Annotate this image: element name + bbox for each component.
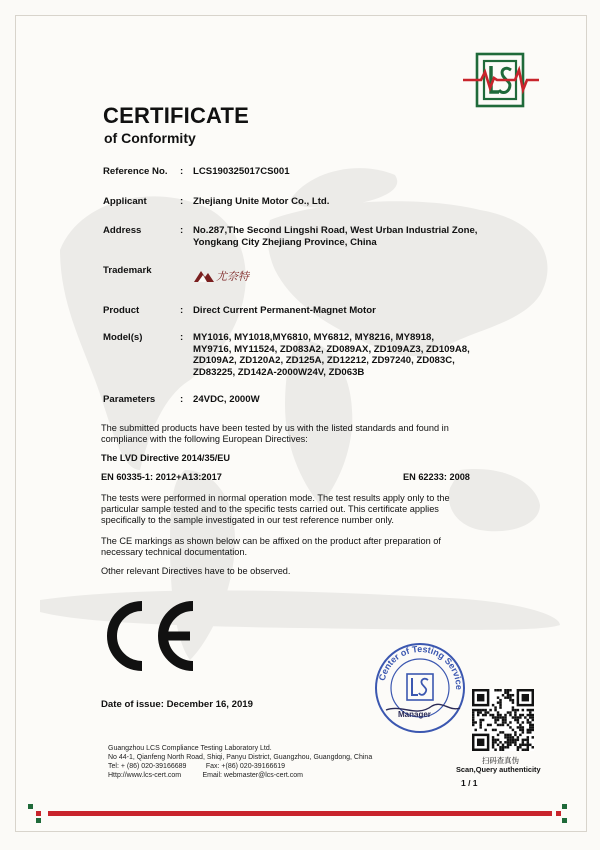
standard-en60335: EN 60335-1: 2012+A13:2017 — [101, 472, 222, 482]
other-directives-note: Other relevant Directives have to be observed. — [101, 566, 291, 576]
ce-mark-icon — [98, 600, 200, 672]
bottom-red-stripe — [48, 811, 552, 816]
ce-marking-line-2: necessary technical documentation. — [101, 547, 248, 557]
corner-square-red — [556, 811, 561, 816]
applicant-label: Applicant — [103, 196, 147, 207]
parameters-value: 24VDC, 2000W — [193, 394, 260, 405]
lvd-directive: The LVD Directive 2014/35/EU — [101, 453, 231, 463]
product-value: Direct Current Permanent-Magnet Motor — [193, 305, 376, 316]
reference-label: Reference No. — [103, 166, 168, 177]
normal-operation-line-1: The tests were performed in normal operation mode. The test results apply only to the — [101, 493, 450, 503]
qr-caption-cn: 扫码查真伪 — [482, 756, 519, 765]
corner-square-green — [562, 804, 567, 809]
normal-operation-line-2: particular sample tested and to the specific tests carried out. This certificate applies — [101, 504, 439, 514]
stamp-manager-label: Manager — [398, 710, 431, 719]
qr-code[interactable] — [472, 689, 534, 751]
tested-statement-line-2: compliance with the following European Directives: — [101, 434, 308, 444]
corner-square-green — [562, 818, 567, 823]
corner-square-green — [28, 804, 33, 809]
applicant-colon: : — [180, 196, 184, 207]
trademark-logo — [193, 268, 273, 284]
footer-lab-name: Guangzhou LCS Compliance Testing Laboratory Ltd. — [108, 745, 272, 752]
stamp-ring-text: Center of Testing Service — [376, 643, 465, 690]
address-line-1: No.287,The Second Lingshi Road, West Urban Industrial Zone, — [193, 225, 478, 236]
parameters-label: Parameters — [103, 394, 156, 405]
standard-en62233: EN 62233: 2008 — [403, 472, 470, 482]
page-number: 1 / 1 — [461, 778, 478, 788]
trademark-label: Trademark — [103, 265, 152, 276]
footer-phone-fax: Tel: + (86) 020-39166689 Fax: +(86) 020-39166619 — [108, 763, 286, 770]
trademark-mountain-icon — [193, 268, 215, 283]
qr-caption-en: Scan,Query authenticity — [456, 765, 541, 774]
reference-colon: : — [180, 166, 184, 177]
models-line-2: MY9716, MY11524, ZD083A2, ZD089AX, ZD109AZ3, ZD109A8, — [193, 343, 470, 355]
product-label: Product — [103, 305, 140, 316]
ce-marking-line-1: The CE markings as shown below can be affixed on the product after preparation of — [101, 536, 441, 546]
reference-value: LCS190325017CS001 — [193, 166, 290, 177]
footer-address: No 44-1, Qianfeng North Road, Shiqi, Panyu District, Guangzhou, Guangdong, China — [108, 754, 373, 761]
certificate-title: CERTIFICATE — [103, 103, 250, 128]
applicant-value: Zhejiang Unite Motor Co., Ltd. — [193, 196, 330, 207]
testing-service-stamp — [372, 640, 468, 736]
corner-square-red — [36, 811, 41, 816]
models-line-4: ZD83225, ZD142A-2000W24V, ZD063B — [193, 366, 365, 378]
footer-web-email: Http://www.lcs-cert.com Email: webmaster@lcs-cert.com — [108, 772, 303, 779]
models-label: Model(s) — [103, 332, 143, 343]
trademark-text: 尤奈特 — [216, 270, 249, 283]
parameters-colon: : — [180, 394, 184, 405]
models-line-3: ZD109A2, ZD120A2, ZD125A, ZD12212, ZD97240, ZD083C, — [193, 355, 455, 366]
address-line-2: Yongkang City Zhejiang Province, China — [193, 237, 377, 248]
lcs-logo-icon — [463, 50, 539, 110]
product-colon: : — [180, 305, 184, 316]
normal-operation-line-3: specifically to the sample investigated in our test reference number only. — [101, 515, 394, 525]
models-line-1: MY1016, MY1018,MY6810, MY6812, MY8216, MY8918, — [193, 332, 435, 343]
models-colon: : — [180, 332, 184, 343]
certificate-subtitle: of Conformity — [104, 130, 196, 146]
tested-statement-line-1: The submitted products have been tested by us with the listed standards and found in — [101, 423, 449, 433]
date-of-issue: Date of issue: December 16, 2019 — [101, 699, 253, 710]
address-label: Address — [103, 225, 142, 236]
address-colon: : — [180, 225, 184, 236]
corner-square-green — [36, 818, 41, 823]
